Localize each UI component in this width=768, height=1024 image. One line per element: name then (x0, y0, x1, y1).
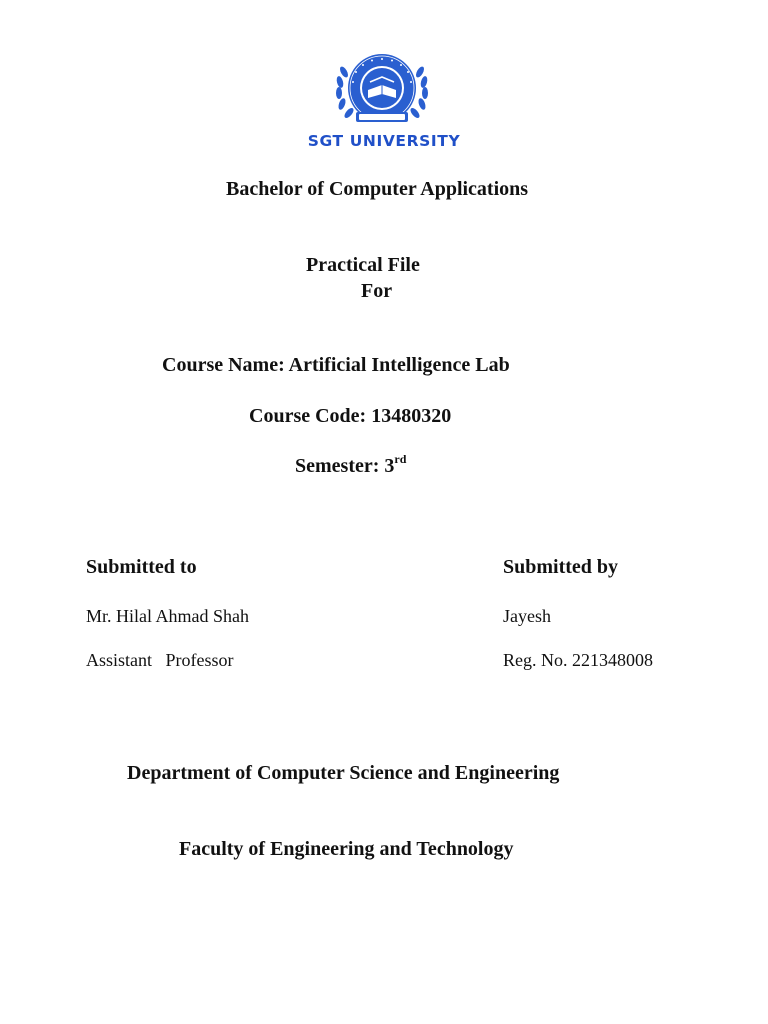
practical-for-heading: For (361, 280, 393, 302)
program-title: Bachelor of Computer Applications (226, 178, 529, 200)
practical-file-heading: Practical File (306, 254, 420, 276)
submitted-to-name: Mr. Hilal Ahmad Shah (86, 606, 249, 626)
semester-suffix: rd (394, 452, 407, 466)
submitted-by-heading: Submitted by (503, 556, 619, 578)
submitted-to-designation: Assistant Professor (86, 650, 234, 670)
course-code: Course Code: 13480320 (249, 405, 452, 427)
semester (295, 452, 407, 478)
university-name: SGT UNIVERSITY (307, 132, 461, 150)
submitted-to-heading: Submitted to (86, 556, 197, 578)
faculty-name: Faculty of Engineering and Technology (179, 838, 514, 860)
course-name: Course Name: Artificial Intelligence Lab (162, 354, 510, 376)
university-logo (330, 50, 434, 128)
submitted-by-name: Jayesh (503, 606, 551, 626)
semester-label: Semester: 3 (295, 455, 395, 477)
department-name: Department of Computer Science and Engineering (127, 762, 560, 784)
submitted-by-reg-no: Reg. No. 221348008 (503, 650, 653, 670)
sgt-university-seal-icon (330, 50, 434, 128)
